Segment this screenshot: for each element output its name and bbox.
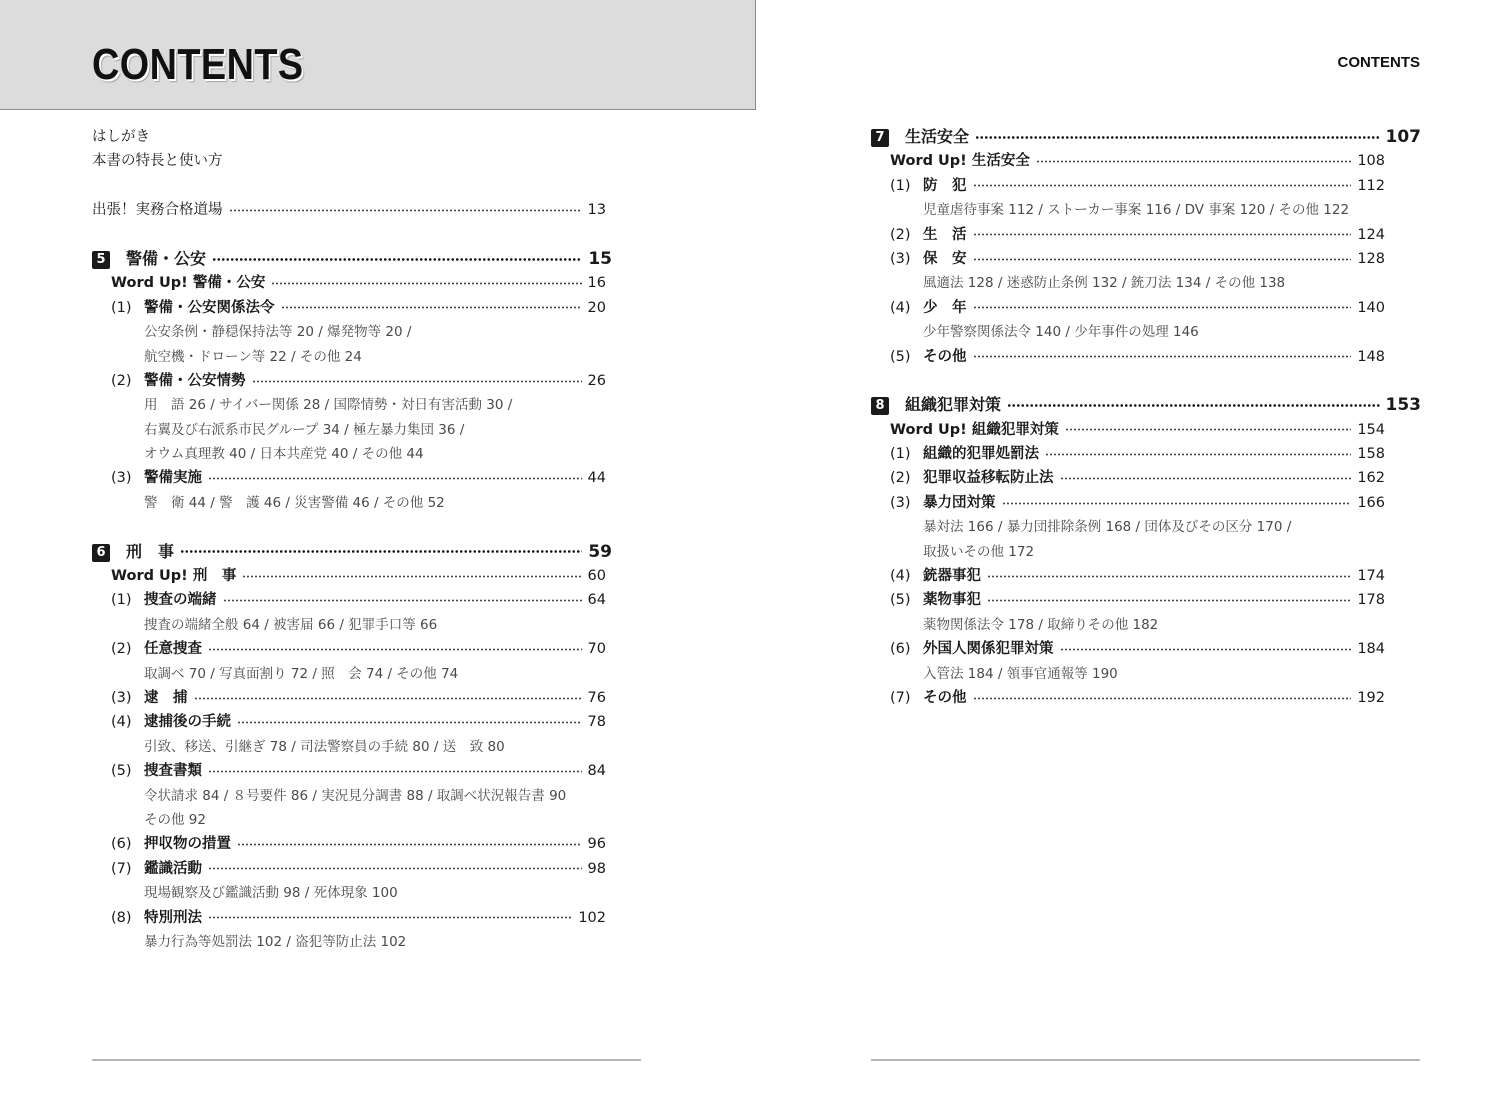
toc-entry-wordup[interactable]: Word Up! 警備・公安 16	[111, 275, 606, 292]
toc-section[interactable]: (7) 鑑識活動 98	[111, 860, 606, 877]
toc-subitems: 児童虐待事案 112 / ストーカー事案 116 / DV 事案 120 / その他 122	[923, 202, 1350, 219]
toc-subitems: 入管法 184 / 領事官通報等 190	[923, 665, 1118, 682]
chapter-number-badge: 7	[871, 129, 889, 147]
toc-right-column	[871, 125, 1421, 710]
toc-subitems: その他 92	[144, 811, 206, 828]
toc-section[interactable]: (7) その他 192	[890, 689, 1385, 706]
chapter-number-badge: 5	[92, 251, 110, 269]
toc-section[interactable]: (5) 捜査書類 84	[111, 763, 606, 780]
toc-subitems: 右翼及び右派系市民グループ 34 / 極左暴力集団 36 /	[144, 421, 465, 438]
toc-section[interactable]: (4) 逮捕後の手続 78	[111, 714, 606, 731]
toc-section[interactable]: (5) その他 148	[890, 348, 1385, 365]
toc-subitems: 少年警察関係法令 140 / 少年事件の処理 146	[923, 324, 1199, 341]
chapter-heading[interactable]: 5 警備・公安 15	[92, 247, 612, 271]
toc-entry-wordup[interactable]: Word Up! 刑 事 60	[111, 568, 606, 585]
chapter-heading[interactable]: 6 刑 事 59	[92, 540, 612, 564]
chapter-heading[interactable]: 7 生活安全 107	[871, 125, 1421, 149]
toc-section[interactable]: (4) 少 年 140	[890, 299, 1385, 316]
toc-section[interactable]: (6) 外国人関係犯罪対策 184	[890, 641, 1385, 658]
toc-section[interactable]: (3) 警備実施 44	[111, 470, 606, 487]
toc-section[interactable]: (3) 暴力団対策 166	[890, 494, 1385, 511]
running-head: CONTENTS	[1337, 54, 1420, 71]
toc-subitems: 薬物関係法令 178 / 取締りその他 182	[923, 616, 1159, 633]
chapter-number-badge: 8	[871, 397, 889, 415]
toc-subitems: 用 語 26 / サイバー関係 28 / 国際情勢・対日有害活動 30 /	[144, 397, 513, 414]
toc-section[interactable]: (8) 特別刑法 102	[111, 909, 606, 926]
chapter-heading[interactable]: 8 組織犯罪対策 153	[871, 393, 1421, 417]
toc-section[interactable]: (2) 犯罪収益移転防止法 162	[890, 470, 1385, 487]
toc-entry-wordup[interactable]: Word Up! 組織犯罪対策 154	[890, 421, 1385, 438]
front-matter-item[interactable]: はしがき	[92, 129, 150, 145]
toc-entry-wordup[interactable]: Word Up! 生活安全 108	[890, 153, 1385, 170]
toc-section[interactable]: (3) 逮 捕 76	[111, 689, 606, 706]
toc-section[interactable]: (1) 組織的犯罪処罰法 158	[890, 446, 1385, 463]
leader-dots	[229, 209, 582, 212]
toc-left-column	[92, 125, 612, 954]
toc-subitems: 風適法 128 / 迷惑防止条例 132 / 銃刀法 134 / その他 138	[923, 275, 1286, 292]
chapter-number-badge: 6	[92, 544, 110, 562]
toc-subitems: 令状請求 84 / ８号要件 86 / 実況見分調書 88 / 取調べ状況報告書 90	[144, 787, 567, 804]
toc-section[interactable]: (4) 銃器事犯 174	[890, 568, 1385, 585]
toc-subitems: 現場観察及び鑑識活動 98 / 死体現象 100	[144, 885, 398, 902]
toc-section[interactable]: (6) 押収物の措置 96	[111, 836, 606, 853]
toc-section[interactable]: (2) 任意捜査 70	[111, 641, 606, 658]
toc-subitems: 捜査の端緒全般 64 / 被害届 66 / 犯罪手口等 66	[144, 616, 438, 633]
toc-subitems: 公安条例・静穏保持法等 20 / 爆発物等 20 /	[144, 324, 412, 341]
toc-subitems: 警 衛 44 / 警 護 46 / 災害警備 46 / その他 52	[144, 494, 445, 511]
toc-section[interactable]: (3) 保 安 128	[890, 250, 1385, 267]
toc-subitems: 取扱いその他 172	[923, 543, 1035, 560]
toc-section[interactable]: (5) 薬物事犯 178	[890, 592, 1385, 609]
toc-entry-dojo[interactable]: 出張！実務合格道場 13	[92, 202, 606, 219]
footer-rule	[92, 1059, 641, 1061]
toc-subitems: 暴対法 166 / 暴力団排除条例 168 / 団体及びその区分 170 /	[923, 519, 1292, 536]
toc-subitems: オウム真理教 40 / 日本共産党 40 / その他 44	[144, 446, 424, 463]
toc-subitems: 航空機・ドローン等 22 / その他 24	[144, 348, 362, 365]
toc-section[interactable]: (1) 警備・公安関係法令 20	[111, 299, 606, 316]
footer-rule	[871, 1059, 1420, 1061]
toc-subitems: 取調べ 70 / 写真面割り 72 / 照 会 74 / その他 74	[144, 665, 459, 682]
page-title: CONTENTS	[92, 40, 304, 89]
toc-section[interactable]: (2) 警備・公安情勢 26	[111, 372, 606, 389]
toc-section[interactable]: (2) 生 活 124	[890, 226, 1385, 243]
toc-section[interactable]: (1) 捜査の端緒 64	[111, 592, 606, 609]
front-matter-item[interactable]: 本書の特長と使い方	[92, 153, 223, 170]
toc-subitems: 引致、移送、引継ぎ 78 / 司法警察員の手続 80 / 送 致 80	[144, 738, 505, 755]
toc-section[interactable]: (1) 防 犯 112	[890, 177, 1385, 194]
toc-subitems: 暴力行為等処罰法 102 / 盗犯等防止法 102	[144, 933, 407, 950]
